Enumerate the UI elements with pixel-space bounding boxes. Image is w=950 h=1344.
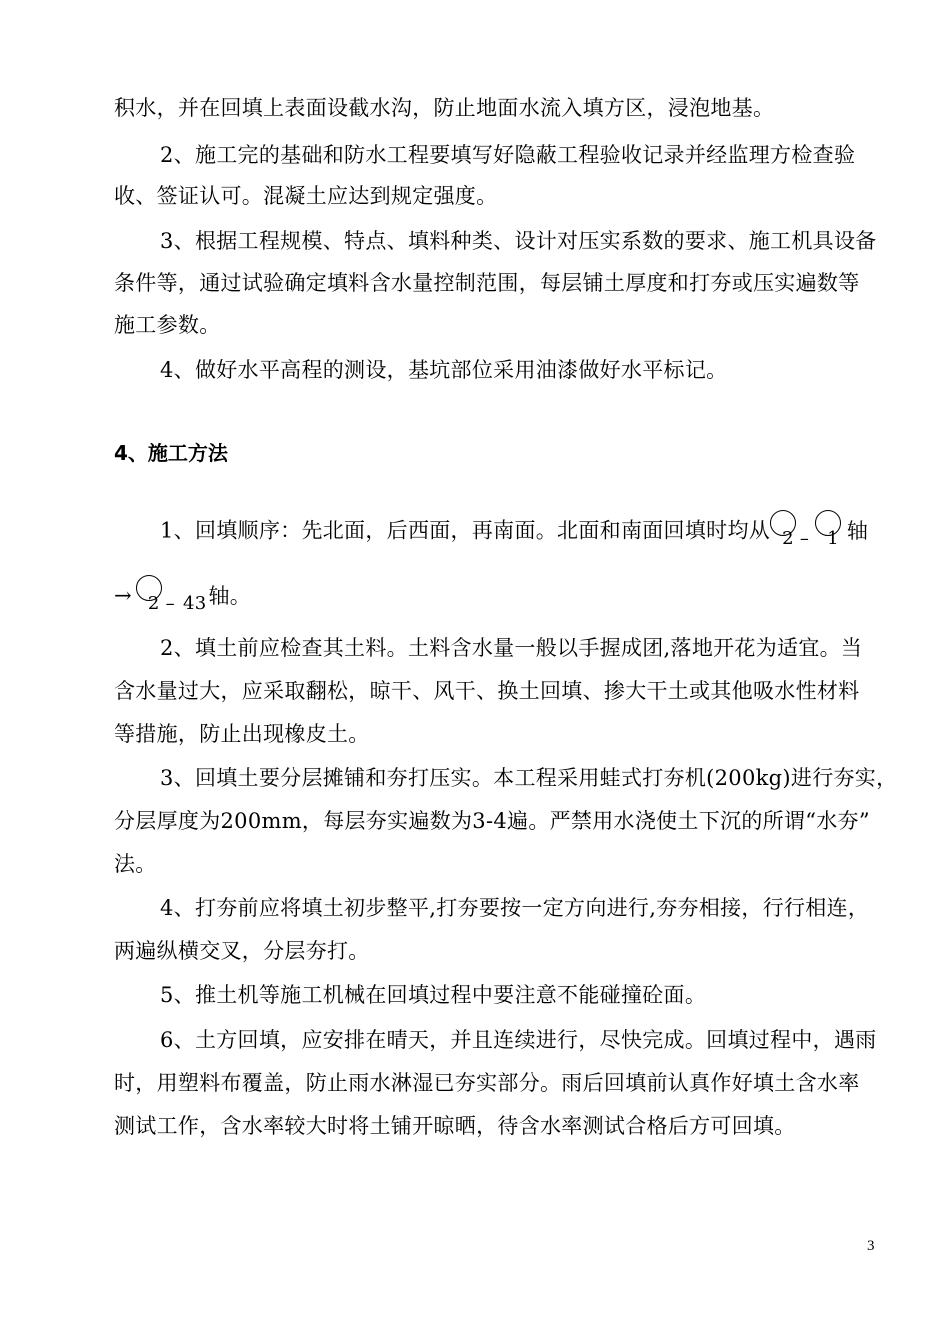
dash: – — [165, 593, 175, 614]
method-text: 1、回填顺序：先北面，后西面，再南面。北面和南面回填时均从 — [160, 518, 771, 543]
paragraph-line: 时，用塑料布覆盖，防止雨水淋湿已夯实部分。雨后回填前认真作好填土含水率 — [114, 1071, 860, 1095]
arrow-icon: → — [114, 583, 132, 608]
paragraph-line: 3、根据工程规模、特点、填料种类、设计对压实系数的要求、施工机具设备 — [160, 229, 877, 253]
axis-suffix: 轴。 — [208, 583, 252, 608]
paragraph-line: 两遍纵横交叉，分层夯打。 — [114, 939, 370, 963]
paragraph-line: 收、签证认可。混凝土应达到规定强度。 — [114, 184, 498, 208]
axis-label: 43 — [182, 593, 207, 614]
paragraph-line: 含水量过大，应采取翻松，晾干、风干、换土回填、掺大干土或其他吸水性材料 — [114, 679, 860, 703]
axis-label: 2 — [782, 528, 794, 549]
paragraph-line: 2、施工完的基础和防水工程要填写好隐蔽工程验收记录并经监理方检查验 — [160, 143, 856, 167]
paragraph-line: 等措施，防止出现橡皮土。 — [114, 722, 370, 746]
paragraph-line: 2、填土前应检查其土料。土料含水量一般以手握成团,落地开花为适宜。当 — [160, 636, 863, 660]
paragraph-line: 测试工作，含水率较大时将土铺开晾晒，待含水率测试合格后方可回填。 — [114, 1114, 796, 1138]
paragraph-line: 4、打夯前应将填土初步整平,打夯要按一定方向进行,夯夯相接，行行相连， — [160, 896, 870, 920]
axis-suffix: 轴 — [846, 518, 869, 543]
method-line-axis — [114, 576, 251, 618]
method-line-1 — [160, 511, 868, 553]
paragraph-line: 5、推土机等施工机械在回填过程中要注意不能碰撞砼面。 — [160, 983, 707, 1007]
axis-label: 2 — [147, 593, 160, 614]
paragraph-line: 4、做好水平高程的测设，基坑部位采用油漆做好水平标记。 — [160, 358, 728, 382]
paragraph-line: 法。 — [114, 852, 157, 876]
paragraph-line: 3、回填土要分层摊铺和夯打压实。本工程采用蛙式打夯机(200kg)进行夯实， — [160, 766, 898, 790]
paragraph-line: 6、土方回填，应安排在晴天，并且连续进行，尽快完成。回填过程中，遇雨 — [160, 1028, 877, 1052]
paragraph-line: 积水，并在回填上表面设截水沟，防止地面水流入填方区，浸泡地基。 — [114, 96, 775, 120]
paragraph-line: 条件等，通过试验确定填料含水量控制范围，每层铺土厚度和打夯或压实遍数等 — [114, 271, 860, 295]
section-heading: 4、施工方法 — [114, 441, 228, 465]
axis-label: 1 — [827, 528, 839, 549]
paragraph-line: 施工参数。 — [114, 313, 221, 337]
paragraph-line: 分层厚度为200mm，每层夯实遍数为3-4遍。严禁用水浇使土下沉的所谓“水夯” — [114, 809, 870, 833]
dash: – — [799, 528, 810, 549]
page-number: 3 — [867, 1238, 875, 1254]
